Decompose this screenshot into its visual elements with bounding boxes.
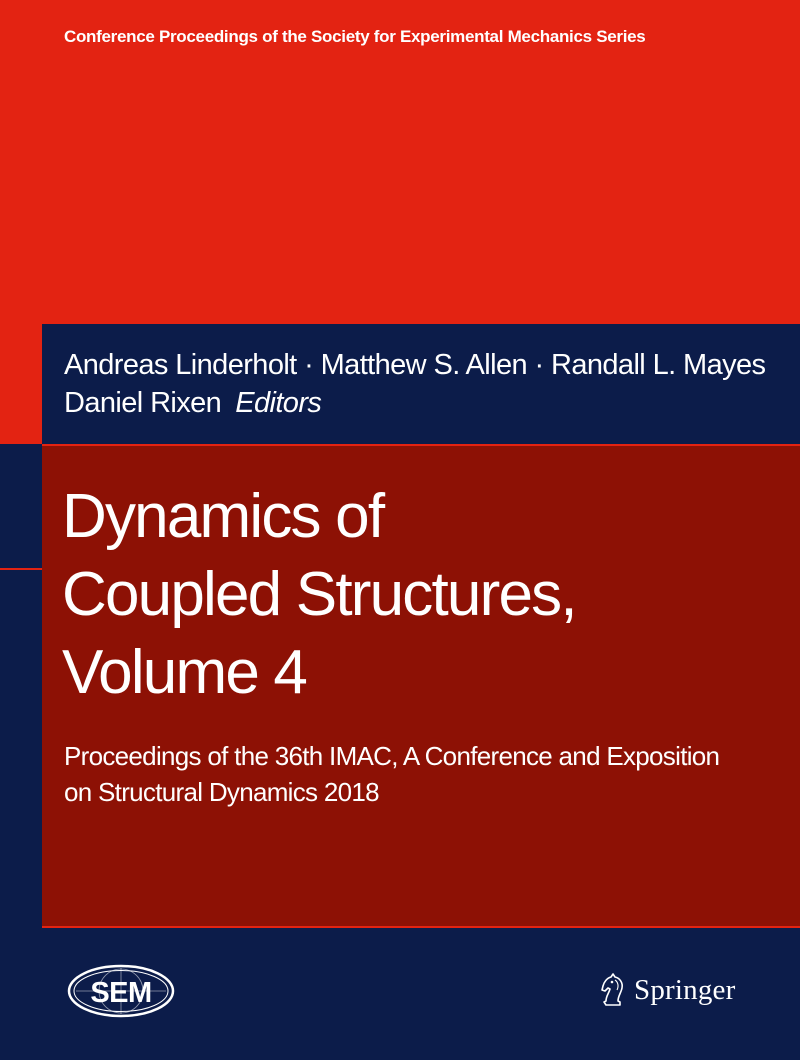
knight-horse-icon [598, 972, 628, 1008]
book-title [62, 478, 782, 712]
title-line-3: Volume 4 [62, 638, 307, 707]
sem-logo-text: SEM [90, 977, 152, 1009]
editors-line-1: Andreas Linderholt · Matthew S. Allen · Randall L. Mayes [64, 349, 766, 381]
top-band [0, 0, 800, 324]
editors-line-2 [64, 384, 784, 422]
editor-name: Daniel Rixen [64, 387, 222, 419]
springer-logo-text: Springer [634, 973, 736, 1006]
subtitle-line-2: on Structural Dynamics 2018 [64, 777, 379, 807]
left-strip [0, 444, 42, 1060]
springer-logo [598, 970, 735, 1010]
subtitle-line-1: Proceedings of the 36th IMAC, A Conference and Exposition [64, 741, 720, 771]
left-strip-divider [0, 568, 42, 570]
editors-role: Editors [235, 387, 322, 419]
title-line-1: Dynamics of [62, 482, 384, 551]
bottom-band [42, 928, 800, 1060]
title-line-2: Coupled Structures, [62, 560, 576, 629]
editors-band [42, 324, 800, 444]
sem-logo [66, 963, 176, 1019]
series-title: Conference Proceedings of the Society for Experimental Mechanics Series [64, 27, 646, 46]
title-band [42, 444, 800, 928]
book-subtitle [64, 738, 784, 810]
editors [64, 346, 784, 422]
